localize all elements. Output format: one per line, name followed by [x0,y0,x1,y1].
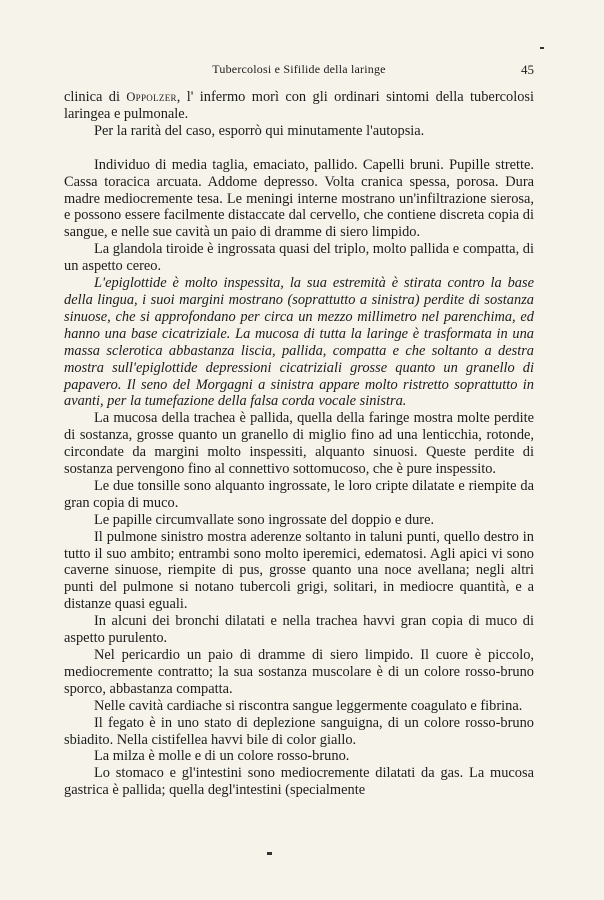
paragraph: La mucosa della trachea è pallida, quella della faringe mostra molte perdite di sostanza, grosse quanto un granello di miglio fino ad una lenticchia, rotonde, circondate da margini molto inspessiti, alquanto sinuosi. Queste perdite di sostanza pervengono fino al connettivo sottomucoso, che è pure inspessito. [64,410,534,478]
page-header [64,62,534,82]
running-title: Tubercolosi e Sifilide della laringe [212,62,386,76]
author-name: Oppolzer [126,90,177,104]
paragraph: Lo stomaco e gl'intestini sono mediocremente dilatati da gas. La mucosa gastrica è pallida; quella degl'intestini (specialmente [64,765,534,799]
paragraph: La milza è molle e di un colore rosso-bruno. [94,748,350,765]
paragraph: Il fegato è in uno stato di deplezione sanguigna, di un colore rosso-bruno sbiadito. Nella cistifellea havvi bile di color giallo. [64,714,534,748]
paragraph: Individuo di media taglia, emaciato, pallido. Capelli bruni. Pupille strette. Cassa toracica arcuata. Addome depresso. Volta cranica spessa, porosa. Dura madre mediocremente tesa. Le meningi interne mostrano un'infiltrazione sierosa, e possono essere facilmente distaccate dal cervello, che contiene discreta copia di sangue, e nelle sue cavità un paio di dramme di siero limpido. [64,156,534,241]
paragraph: Le papille circumvallate sono ingrossate del doppio e dure. [94,511,435,528]
print-speck [267,852,272,855]
paragraph: Per la rarità del caso, esporrò qui minutamente l'autopsia. [94,122,425,139]
paragraph-italic: L'epiglottide è molto inspessita, la sua estremità è stirata contro la base della lingua, i suoi margini mostrano (soprattutto a sinistra) perdite di sostanza sinuose, che si approfondano per circa un mezzo millimetro nel parenchima, ed hanno una base cicatriziale. La mucosa di tutta la laringe è trasformata in una massa sclerotica abbastanza liscia, pallida, compatta e che soltanto a destra mostra sull'epiglottide depressioni cicatriziali grosse quanto un granello di papavero. Il seno del Morgagni a sinistra appare molto ristretto soprattutto in avanti, per la tumefazione della falsa corda vocale sinistra. [64,275,534,410]
paragraph: La glandola tiroide è ingrossata quasi del triplo, molto pallida e compatta, di un aspetto cereo. [64,241,534,275]
body-text [64,89,534,799]
paragraph: Nelle cavità cardiache si riscontra sangue leggermente coagulato e fibrina. [94,697,523,714]
paragraph [64,89,534,123]
paragraph: Il pulmone sinistro mostra aderenze soltanto in taluni punti, quello destro in tutto il suo ambito; entrambi sono molto iperemici, edematosi. Agli apici vi sono caverne sinuose, riempite di pus, grosse quanto una noce avellana; negli altri punti del pulmone si notano tubercoli grigi, solitari, in mediocre quantità, e a distanze quasi eguali. [64,528,534,613]
paragraph: Le due tonsille sono alquanto ingrossate, le loro cripte dilatate e riempite da gran copia di muco. [64,477,534,511]
print-speck [540,47,544,49]
paragraph: In alcuni dei bronchi dilatati e nella trachea havvi gran copia di muco di aspetto purulento. [64,613,534,647]
paragraph-text: clinica di [64,89,127,105]
paragraph-text: , l' infermo morì con gli ordinari sintomi della tubercolosi laringea e pulmonale. [64,89,534,122]
paragraph: Nel pericardio un paio di dramme di siero limpido. Il cuore è piccolo, mediocremente contratto; la sua sostanza muscolare è di un colore rosso-bruno sporco, abbastanza compatta. [64,647,534,697]
page-number: 45 [521,62,534,77]
